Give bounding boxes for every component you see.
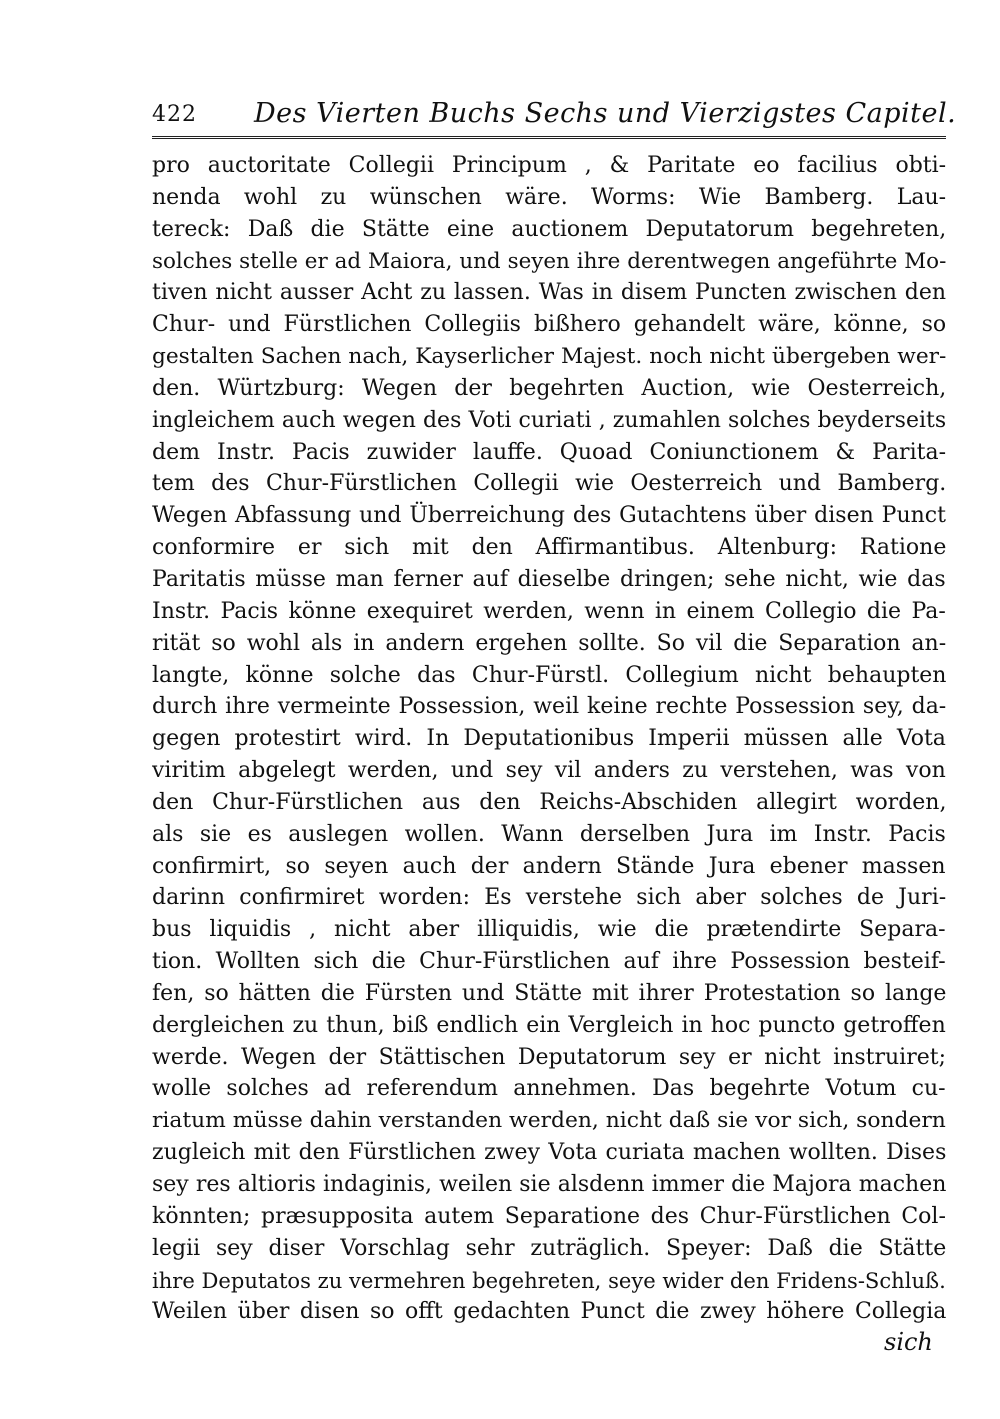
text-line: ingleichem auch wegen des Voti curiati , zumahlen solches beyderseits [152,407,946,433]
text-line: rität so wohl als in andern ergehen sollte. So vil die Separation an- [152,630,946,656]
text-line: confirmirt, so seyen auch der andern Stände Jura ebener massen [152,853,946,879]
text-line: riatum müsse dahin verstanden werden, nicht daß sie vor sich, sondern [152,1108,946,1134]
text-line: nenda wohl zu wünschen wäre. Worms: Wie Bamberg. Lau- [152,184,946,210]
catchword: sich [884,1328,933,1356]
text-line: langte, könne solche das Chur-Fürstl. Collegium nicht behaupten [152,662,946,688]
text-line: tion. Wollten sich die Chur-Fürstlichen auf ihre Possession besteif- [152,949,946,975]
text-line: Chur- und Fürstlichen Collegiis bißhero gehandelt wäre, könne, so [152,312,946,338]
text-line: ihre Deputatos zu vermehren begehreten, seye wider den Fridens-Schluß. [152,1267,946,1293]
text-line: durch ihre vermeinte Possession, weil keine rechte Possession sey, da- [152,694,946,720]
text-line: dem Instr. Pacis zuwider lauffe. Quoad Coniunctionem & Parita- [152,439,946,465]
text-line: gestalten Sachen nach, Kayserlicher Majest. noch nicht übergeben wer- [152,344,946,370]
text-line: Wegen Abfassung und Überreichung des Gutachtens über disen Punct [152,503,946,529]
running-title: Des Vierten Buchs Sechs und Vierzigstes Capitel. [254,98,957,129]
text-line: dergleichen zu thun, biß endlich ein Vergleich in hoc puncto getroffen [152,1012,946,1038]
text-line: pro auctoritate Collegii Principum , & Paritate eo facilius obti- [152,153,946,178]
text-line: den. Würtzburg: Wegen der begehrten Auction, wie Oesterreich, [152,375,946,401]
text-line: sey res altioris indaginis, weilen sie alsdenn immer die Majora machen [152,1172,946,1197]
text-line: conformire er sich mit den Affirmantibus. Altenburg: Ratione [152,535,946,561]
body-text [152,150,946,1328]
text-line: darinn confirmiret worden: Es verstehe sich aber solches de Juri- [152,885,946,911]
text-line: zugleich mit den Fürstlichen zwey Vota curiata machen wollten. Dises [152,1140,946,1166]
page-header [152,96,957,139]
text-line: legii sey diser Vorschlag sehr zuträglich. Speyer: Daß die Stätte [152,1235,946,1261]
text-line: viritim abgelegt werden, und sey vil anders zu verstehen, was von [152,758,946,784]
text-line: als sie es auslegen wollen. Wann derselben Jura im Instr. Pacis [152,821,946,847]
page-number: 422 [152,102,197,127]
text-line: fen, so hätten die Fürsten und Stätte mit ihrer Protestation so lange [152,980,946,1006]
text-line: gegen protestirt wird. In Deputationibus Imperii müssen alle Vota [152,726,946,752]
text-line: solches stelle er ad Maiora, und seyen ihre derentwegen angeführte Mo- [152,248,946,274]
text-line: bus liquidis , nicht aber illiquidis, wie die prætendirte Separa- [152,917,946,943]
text-line: werde. Wegen der Stättischen Deputatorum sey er nicht instruiret; [152,1044,946,1070]
text-line: tiven nicht ausser Acht zu lassen. Was in disem Puncten zwischen den [152,280,946,306]
text-line: Weilen über disen so offt gedachten Punct die zwey höhere Collegia [152,1299,946,1325]
text-line: den Chur-Fürstlichen aus den Reichs-Abschiden allegirt worden, [152,789,946,815]
text-line: Instr. Pacis könne exequiret werden, wenn in einem Collegio die Pa- [152,598,946,624]
text-line: tem des Chur-Fürstlichen Collegii wie Oesterreich und Bamberg. [152,471,946,497]
text-line: könnten; præsupposita autem Separatione des Chur-Fürstlichen Col- [152,1203,946,1229]
text-line: tereck: Daß die Stätte eine auctionem Deputatorum begehreten, [152,216,946,242]
text-line: Paritatis müsse man ferner auf dieselbe dringen; sehe nicht, wie das [152,566,946,592]
text-line: wolle solches ad referendum annehmen. Das begehrte Votum cu- [152,1076,946,1102]
